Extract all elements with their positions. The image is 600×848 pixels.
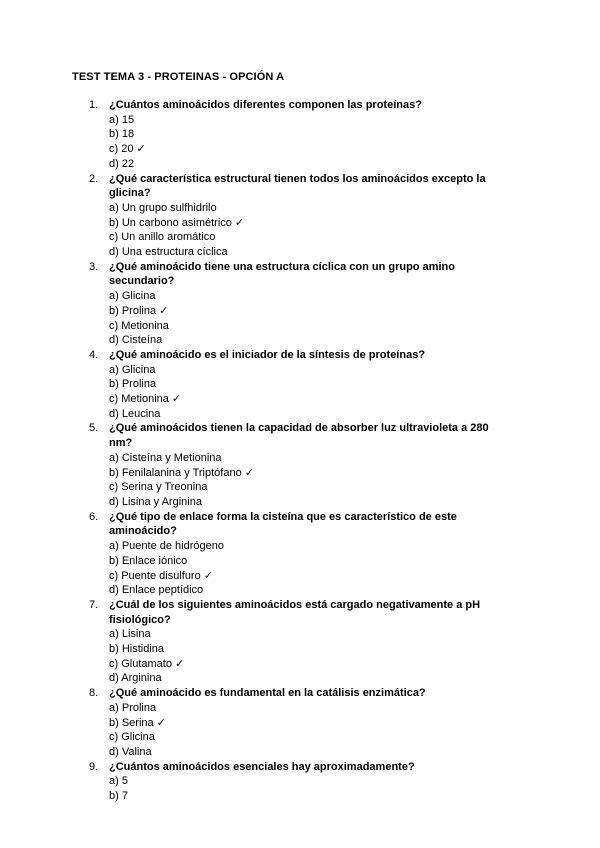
question-text: ¿Qué aminoácidos tienen la capacidad de absorber luz ultravioleta a 280 nm?: [109, 422, 489, 450]
answer-option: [109, 554, 600, 569]
answer-option-text: a) 5: [109, 775, 128, 788]
answer-option-text: b) Un carbono asimétrico: [109, 216, 232, 229]
answer-option-text: b) 7: [109, 790, 128, 803]
checkmark-icon: ✓: [234, 216, 245, 229]
answer-option-text: b) Serina: [109, 716, 154, 729]
question-text: ¿Cuántos aminoácidos esenciales hay aproximadamente?: [109, 760, 415, 773]
answer-option: [109, 392, 600, 407]
question-item: [0, 260, 600, 348]
question-item: [0, 686, 600, 760]
question-text: ¿Qué aminoácido es el iniciador de la síntesis de proteínas?: [109, 348, 426, 361]
question-item: [0, 421, 600, 509]
answer-option: [109, 216, 600, 231]
question-text: ¿Cuántos aminoácidos diferentes componen las proteínas?: [109, 99, 422, 111]
question-number: 6.: [89, 510, 99, 523]
answer-option: [109, 480, 600, 495]
answer-option-text: a) Cisteína y Metionina: [109, 451, 222, 464]
answer-option: [109, 201, 600, 216]
question-item: [0, 348, 600, 422]
answer-option: [109, 230, 600, 245]
answer-option-text: a) Glicina: [109, 363, 156, 376]
question-text: ¿Qué característica estructural tienen todos los aminoácidos excepto la glicina?: [109, 172, 486, 200]
question-item: [0, 760, 600, 804]
question-item: [0, 598, 600, 686]
question-list: [0, 98, 600, 804]
question-number: 7.: [89, 598, 99, 611]
question-text: ¿Qué aminoácido tiene una estructura cíclica con un grupo amino secundario?: [109, 260, 455, 288]
answer-option: [109, 407, 600, 422]
answer-option: [109, 701, 600, 716]
question-text: ¿Qué tipo de enlace forma la cisteína que es característico de este aminoácido?: [109, 510, 457, 538]
answer-option: [109, 774, 600, 789]
answer-option: [109, 377, 600, 392]
answer-option: [109, 157, 600, 172]
answer-option-text: b) 18: [109, 128, 135, 141]
answer-option-text: a) Un grupo sulfhidrilo: [109, 201, 217, 214]
answer-option-text: b) Enlace iónico: [109, 554, 188, 567]
answer-option-text: b) Histidina: [109, 643, 165, 656]
answer-option-text: a) Puente de hidrógeno: [109, 540, 224, 553]
question-text: ¿Cuál de los siguientes aminoácidos está cargado negativamente a pH fisiológico?: [109, 598, 481, 626]
question-item: [0, 510, 600, 598]
answer-option-text: c) Metionina: [109, 319, 169, 332]
checkmark-icon: ✓: [171, 393, 182, 406]
answer-option-text: b) Prolina: [109, 304, 157, 317]
question-item: [0, 98, 600, 172]
answer-option-text: d) Lisina y Arginina: [109, 495, 202, 508]
checkmark-icon: ✓: [159, 304, 169, 317]
question-number: 1.: [89, 99, 99, 111]
question-number: 3.: [89, 260, 99, 273]
answer-option: [109, 495, 600, 510]
answer-option-text: d) Valina: [109, 745, 152, 758]
answer-option: [109, 642, 600, 657]
answer-option: [109, 583, 600, 598]
answer-option: [109, 657, 600, 672]
answer-option-text: b) Prolina: [109, 378, 157, 391]
answer-option: [109, 113, 600, 128]
answer-option: [109, 716, 600, 731]
answer-option-text: d) Arginina: [109, 672, 162, 685]
answer-option-text: d) 22: [109, 157, 135, 170]
answer-option: [109, 142, 600, 157]
answer-option: [109, 304, 600, 319]
answer-option-text: c) Metionina: [109, 393, 169, 406]
answer-option: [109, 569, 600, 584]
question-number: 5.: [89, 422, 99, 435]
answer-option: [109, 289, 600, 304]
question-text: ¿Qué aminoácido es fundamental en la catálisis enzimática?: [109, 687, 426, 700]
answer-option-text: a) Lisina: [109, 628, 151, 641]
answer-option: [109, 127, 600, 142]
answer-option: [109, 627, 600, 642]
answer-option-text: c) Un anillo aromático: [109, 231, 216, 244]
answer-option-text: c) Glutamato: [109, 657, 172, 670]
answer-option: [109, 730, 600, 745]
answer-option: [109, 319, 600, 334]
document-title: TEST TEMA 3 - PROTEINAS - OPCIÓN A: [72, 71, 285, 83]
checkmark-icon: ✓: [156, 716, 166, 729]
checkmark-icon: ✓: [136, 143, 146, 156]
answer-option-text: a) 15: [109, 113, 135, 126]
answer-option: [109, 745, 600, 760]
answer-option-text: a) Prolina: [109, 701, 157, 714]
answer-option-text: c) 20: [109, 143, 134, 156]
answer-option: [109, 333, 600, 348]
question-number: 2.: [89, 172, 99, 185]
answer-option: [109, 451, 600, 466]
answer-option-text: a) Glicina: [109, 290, 156, 303]
answer-option-text: d) Enlace peptídico: [109, 584, 204, 597]
answer-option-text: d) Cisteína: [109, 334, 163, 347]
checkmark-icon: ✓: [203, 569, 213, 582]
question-number: 8.: [89, 687, 99, 700]
question-number: 9.: [89, 760, 99, 773]
question-number: 4.: [89, 348, 99, 361]
checkmark-icon: ✓: [174, 657, 185, 670]
answer-option: [109, 539, 600, 554]
answer-option-text: b) Fenilalanina y Triptófano: [109, 466, 242, 479]
answer-option-text: c) Glicina: [109, 731, 155, 744]
answer-option-text: c) Puente disulfuro: [109, 569, 201, 582]
answer-option: [109, 466, 600, 481]
answer-option: [109, 363, 600, 378]
answer-option: [109, 245, 600, 260]
answer-option: [109, 789, 600, 804]
answer-option-text: d) Una estructura cíclica: [109, 246, 228, 259]
answer-option: [109, 671, 600, 686]
checkmark-icon: ✓: [244, 466, 254, 479]
answer-option-text: d) Leucina: [109, 407, 161, 420]
question-item: [0, 172, 600, 260]
answer-option-text: c) Serina y Treonina: [109, 481, 208, 494]
